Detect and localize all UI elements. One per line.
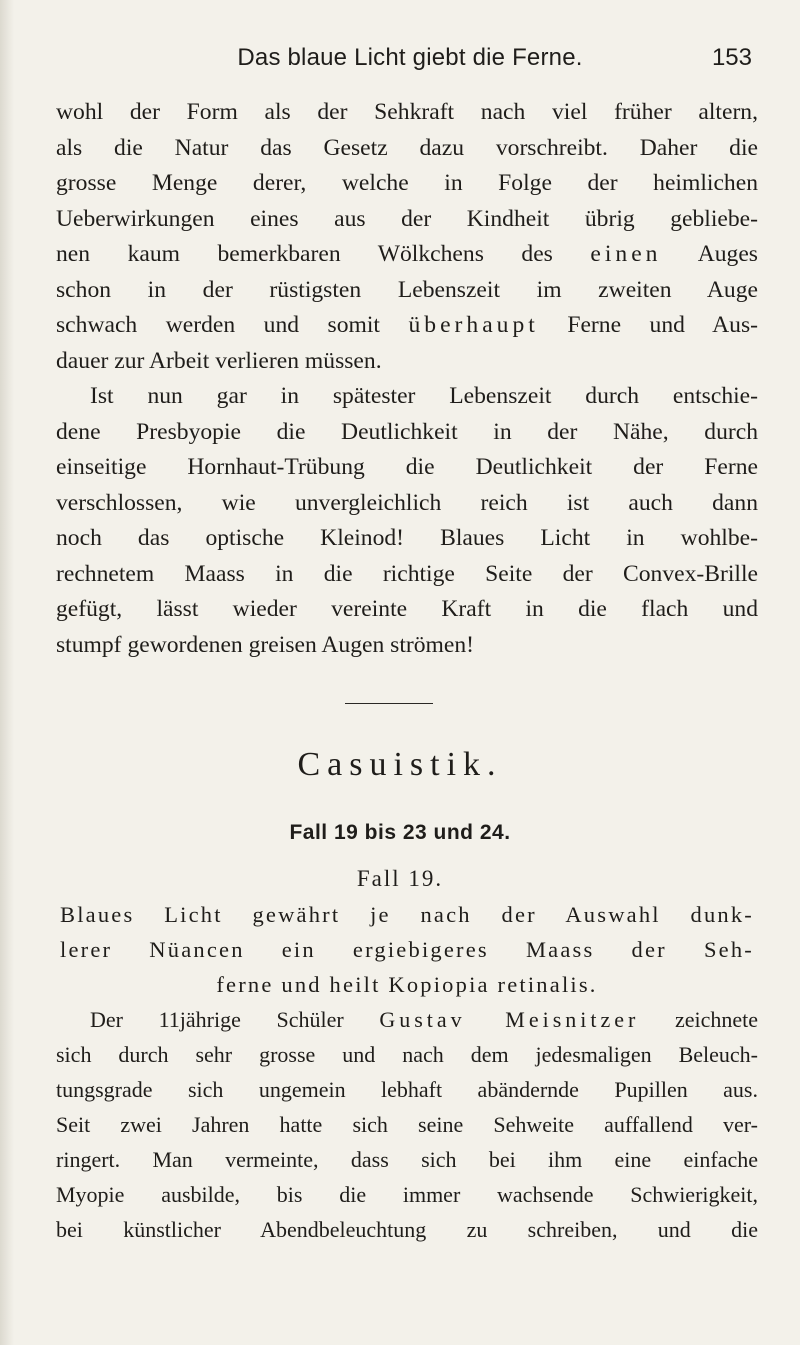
text-line: als die Natur das Gesetz dazu vorschreibt. Daher die <box>56 134 758 161</box>
summary-line: lerer Nüancen ein ergiebigeres Maass der Seh- <box>60 937 754 962</box>
summary-line: ferne und heilt Kopiopia retinalis. <box>216 972 598 997</box>
text-line: dene Presbyopie die Deutlichkeit in der Nähe, durch <box>56 418 758 445</box>
text-segment: zeichnete <box>674 1007 758 1032</box>
text-segment: nen kaum bemerkbaren Wölkchens des <box>56 241 553 267</box>
text-line <box>56 308 758 344</box>
text-line: noch das optische Kleinod! Blaues Licht in wohlbe- <box>56 525 758 551</box>
section-subheading: Fall 19 bis 23 und 24. <box>289 821 511 844</box>
text-line: ringert. Man vermeinte, dass sich bei ihm eine einfache <box>56 1147 758 1172</box>
text-line: Myopie ausbilde, bis die immer wachsende Schwierigkeit, <box>56 1182 758 1207</box>
page-number: 153 <box>711 44 752 71</box>
text-line <box>56 1002 758 1037</box>
text-line: stumpf gewordenen greisen Augen strömen! <box>56 631 475 658</box>
text-segment: Der 11jährige Schüler <box>90 1007 344 1032</box>
main-text-paragraph-1 <box>56 95 758 663</box>
text-line: rechnetem Maass in die richtige Seite der Convex-Brille <box>56 560 758 587</box>
running-head-title: Das blaue Licht giebt die Ferne. <box>237 44 583 71</box>
text-segment: Auges <box>697 241 758 267</box>
text-line: Seit zwei Jahren hatte sich seine Sehweite auffallend ver- <box>56 1112 758 1137</box>
text-line: grosse Menge derer, welche in Folge der heimlichen <box>56 170 758 196</box>
text-line: verschlossen, wie unvergleichlich reich ist auch dann <box>56 489 758 516</box>
text-segment: schwach werden und somit <box>56 312 380 338</box>
text-line <box>56 237 758 273</box>
summary-line: Blaues Licht gewährt je nach der Auswahl dunk- <box>60 902 754 927</box>
emphasis-ueberhaupt: überhaupt <box>408 312 539 338</box>
emphasis-einen: einen <box>590 241 662 267</box>
running-head <box>60 40 760 80</box>
text-line: Ist nun gar in spätester Lebenszeit durch entschie- <box>90 383 758 409</box>
text-line: tungsgrade sich ungemein lebhaft abändernde Pupillen aus. <box>56 1077 758 1102</box>
page-edge-shadow <box>0 0 14 1345</box>
text-line: einseitige Hornhaut-Trübung die Deutlichkeit der Ferne <box>56 454 758 480</box>
text-line: sich durch sehr grosse und nach dem jedesmaligen Beleuch- <box>56 1042 758 1067</box>
text-line: dauer zur Arbeit verlieren müssen. <box>56 347 382 374</box>
section-heading: Casuistik. <box>297 746 503 783</box>
main-text-paragraph-3 <box>56 1002 758 1247</box>
case-title: Fall 19. <box>356 866 444 891</box>
text-line: Ueberwirkungen eines aus der Kindheit übrig gebliebe- <box>56 205 758 232</box>
text-line: wohl der Form als der Sehkraft nach viel früher altern, <box>56 99 758 125</box>
section-divider <box>345 703 433 704</box>
case-summary <box>60 897 754 1002</box>
patient-name: Gustav Meisnitzer <box>379 1007 640 1032</box>
text-line: schon in der rüstigsten Lebenszeit im zweiten Auge <box>56 276 758 303</box>
text-segment: Ferne und Aus- <box>567 312 758 338</box>
text-line: bei künstlicher Abendbeleuchtung zu schreiben, und die <box>56 1217 758 1242</box>
text-line: gefügt, lässt wieder vereinte Kraft in die flach und <box>56 596 758 622</box>
